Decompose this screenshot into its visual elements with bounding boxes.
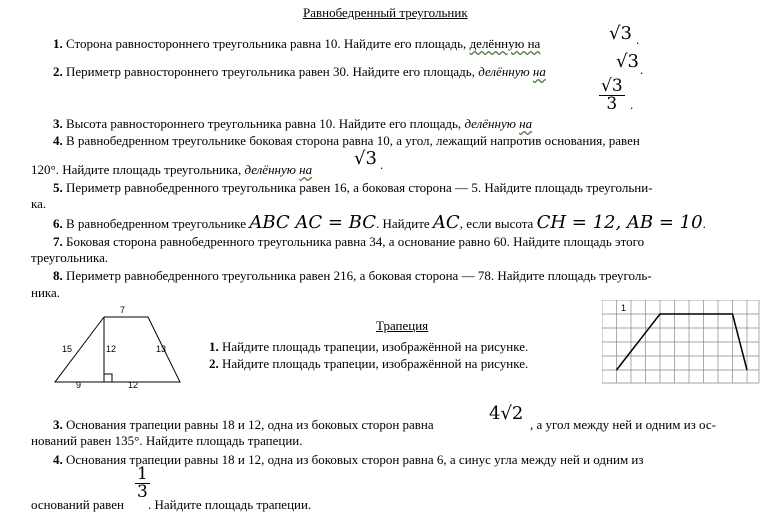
- trapezoid-problem-3-line2: нований равен 135°. Найдите площадь трапеции.: [31, 433, 303, 448]
- problem-number: 6.: [53, 216, 63, 231]
- label-left: 15: [62, 344, 73, 354]
- problem-number: 1.: [209, 339, 219, 354]
- problem-text: Найдите площадь трапеции, изображённой на рисунке.: [222, 339, 529, 354]
- problem-tail-a: делённую: [478, 64, 530, 79]
- label-height: 12: [106, 344, 117, 354]
- problem-4-line2: [31, 162, 312, 178]
- formula-abc: ABC AC = BC: [249, 212, 377, 233]
- problem-text: 120°. Найдите площадь треугольника,: [31, 162, 245, 177]
- problem-text: Периметр равностороннего треугольника равен 30. Найдите его площадь,: [66, 64, 479, 79]
- problem-text-cont: , а угол между ней и одним из ос-: [530, 417, 716, 432]
- unit-label: 1: [621, 303, 627, 313]
- problem-5-line2: ка.: [31, 196, 47, 211]
- problem-text: Периметр равнобедренного треугольника равен 216, а боковая сторона — 78. Найдите площадь треуголь-: [66, 268, 652, 283]
- trapezoid-problem-4-line2b: . Найдите площадь трапеции.: [148, 497, 312, 512]
- problem-text: Высота равностороннего треугольника равна 10. Найдите его площадь,: [66, 116, 465, 131]
- problem-text-mid: . Найдите: [376, 216, 433, 231]
- problem-6: [53, 212, 706, 233]
- period: .: [640, 62, 644, 77]
- problem-5: [53, 180, 653, 196]
- sqrt3-formula: √3: [354, 148, 377, 169]
- problem-1: [53, 36, 540, 52]
- trapezoid-problem-3: [53, 417, 434, 433]
- problem-number: 7.: [53, 234, 63, 249]
- problem-tail-b: на: [532, 64, 546, 79]
- problem-text: Найдите площадь трапеции, изображённой на рисунке.: [222, 356, 529, 371]
- problem-number: 8.: [53, 268, 63, 283]
- problem-text: Периметр равнобедренного треугольника равен 16, а боковая сторона — 5. Найдите площадь треугольни-: [66, 180, 653, 195]
- problem-text: Боковая сторона равнобедренного треугольника равна 34, а основание равно 60. Найдите площадь этого: [66, 234, 645, 249]
- problem-text-mid2: , если высота: [459, 216, 537, 231]
- period: .: [636, 32, 640, 47]
- problem-tail-a: делённую: [244, 162, 296, 177]
- page-title: Равнобедренный треугольник: [303, 5, 468, 20]
- problem-number: 3.: [53, 417, 63, 432]
- problem-number: 3.: [53, 116, 63, 131]
- frac-denominator: 3: [606, 94, 618, 114]
- formula-ac: AC: [432, 212, 460, 233]
- period: .: [630, 97, 634, 112]
- problem-number: 4.: [53, 452, 63, 467]
- problem-4: [53, 133, 640, 149]
- problem-tail-a: делённую: [464, 116, 516, 131]
- problem-3: [53, 116, 532, 132]
- sqrt3-over-3-formula: [599, 78, 625, 114]
- label-right: 13: [156, 344, 167, 354]
- grid-trapezoid-figure: [602, 300, 762, 385]
- right-angle-mark: [104, 374, 112, 382]
- problem-number: 2.: [209, 356, 219, 371]
- problem-number: 4.: [53, 133, 63, 148]
- problem-8-line2: ника.: [31, 285, 61, 300]
- period: .: [380, 157, 384, 172]
- trapezoid-problem-2: [209, 356, 528, 372]
- sqrt3-formula: √3: [609, 23, 632, 44]
- sqrt3-formula: √3: [616, 51, 639, 72]
- period: .: [702, 216, 706, 231]
- label-bottom-left: 9: [76, 380, 82, 390]
- frac-numerator: √3: [601, 76, 623, 96]
- frac-denominator: 3: [137, 482, 148, 502]
- label-bottom-right: 12: [128, 380, 139, 390]
- problem-number: 1.: [53, 36, 63, 51]
- problem-text: В равнобедренном треугольнике: [66, 216, 250, 231]
- problem-text: Основания трапеции равны 18 и 12, одна из боковых сторон равна 6, а синус угла между ней и одним из: [66, 452, 644, 467]
- formula-4-sqrt2: 4√2: [489, 403, 524, 424]
- problem-tail: делённую на: [469, 36, 541, 51]
- trapezoid-problem-1: [209, 339, 528, 355]
- frac-numerator: 1: [137, 464, 148, 484]
- problem-7-line2: треугольника.: [31, 250, 109, 265]
- trapezoid-problem-4-line2a: оснований равен: [31, 497, 124, 512]
- label-top: 7: [120, 305, 126, 315]
- problem-text: Основания трапеции равны 18 и 12, одна из боковых сторон равна: [66, 417, 434, 432]
- problem-text: Сторона равностороннего треугольника равна 10. Найдите его площадь,: [66, 36, 470, 51]
- problem-tail-b: на: [519, 116, 533, 131]
- problem-text: В равнобедренном треугольнике боковая сторона равна 10, а угол, лежащий напротив основания, равен: [66, 133, 640, 148]
- trapezoid-figure: [50, 302, 182, 390]
- problem-8: [53, 268, 652, 284]
- problem-7: [53, 234, 644, 250]
- problem-number: 2.: [53, 64, 63, 79]
- section-title: Трапеция: [376, 318, 429, 333]
- formula-ch: CH = 12, AB = 10: [536, 212, 703, 233]
- problem-tail-b: на: [299, 162, 313, 177]
- problem-2: [53, 64, 546, 80]
- problem-number: 5.: [53, 180, 63, 195]
